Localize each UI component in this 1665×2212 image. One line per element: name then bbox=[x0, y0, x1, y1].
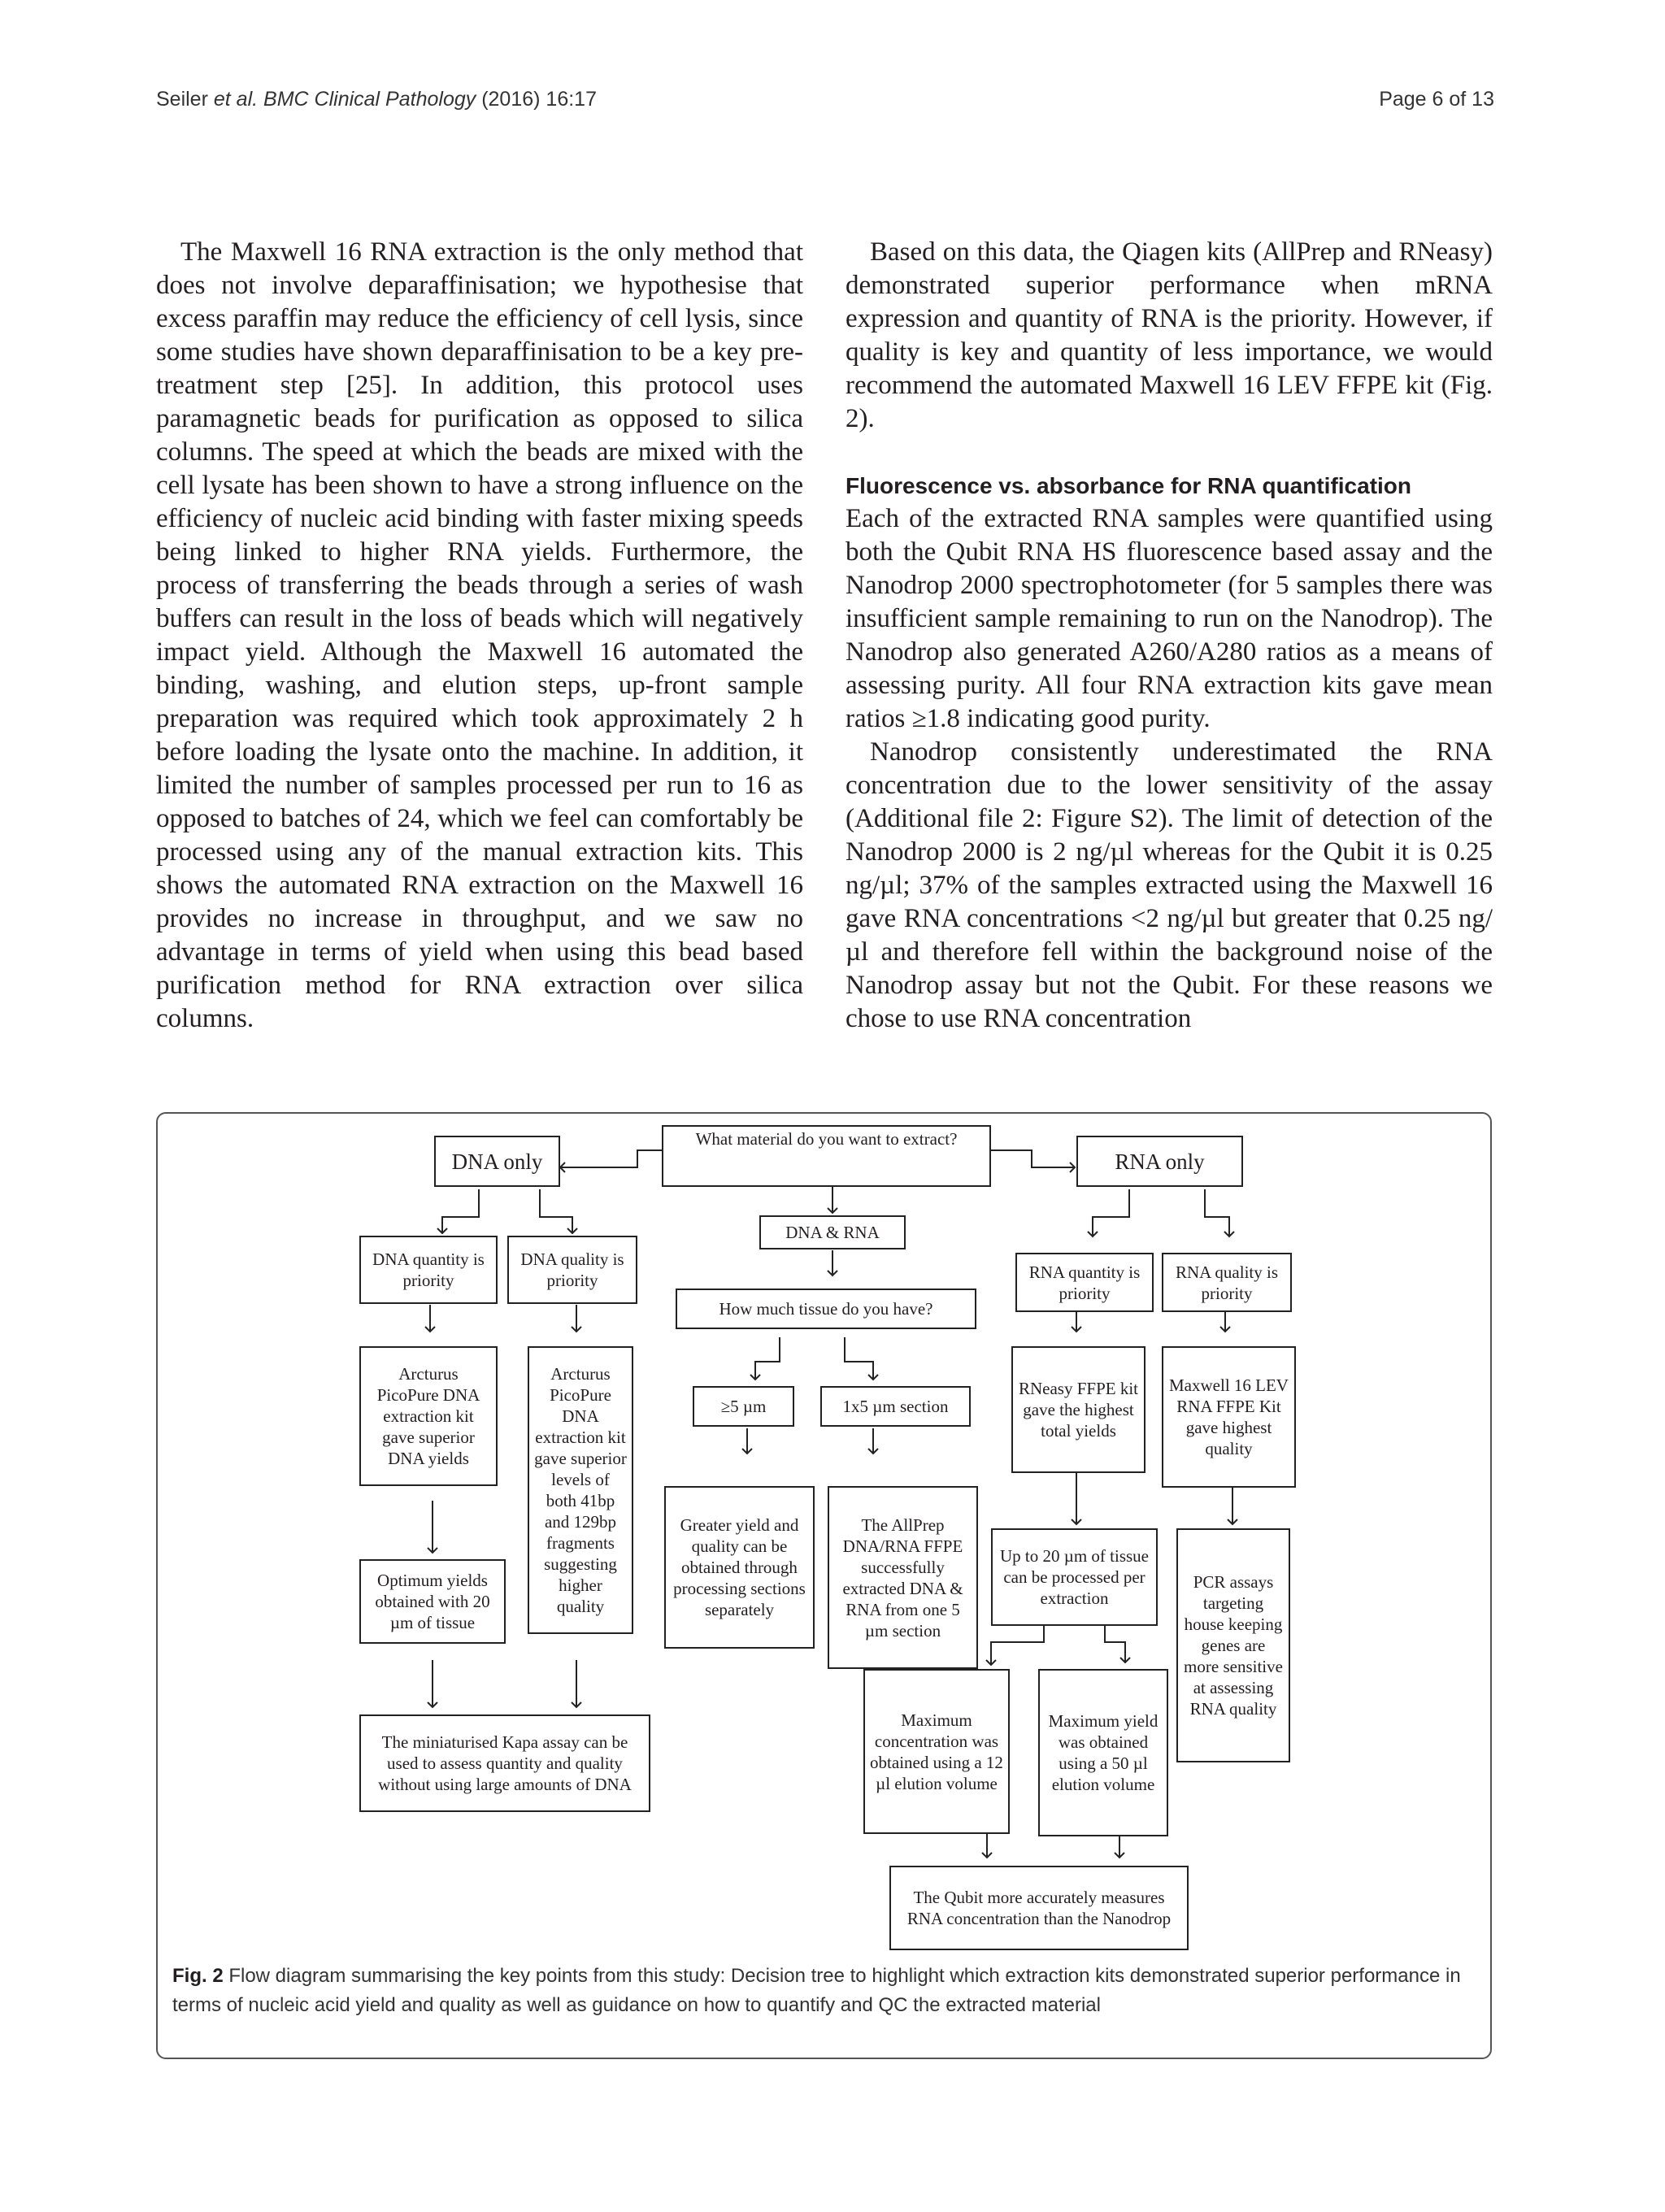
right-column bbox=[846, 236, 1493, 1036]
box-rna-quality: RNA quality is priority bbox=[1162, 1253, 1292, 1312]
box-greater-yield: Greater yield and quality can be obtained through processing sections separately bbox=[664, 1486, 815, 1649]
box-ge5um: ≥5 µm bbox=[693, 1386, 794, 1427]
box-allprep: The AllPrep DNA/RNA FFPE successfully extracted DNA & RNA from one 5 µm section bbox=[828, 1486, 978, 1669]
box-question: What material do you want to extract? bbox=[662, 1125, 991, 1187]
box-max-yield: Maximum yield was obtained using a 50 µl elution volume bbox=[1038, 1669, 1168, 1836]
right-paragraph-3: Nanodrop consistently underestimated the RNA concentration due to the lower sensitivity of the assay (Additional file 2: Figure S2). The limit of detection of the Nanodrop 2000 is 2 ng/µl whereas for the Qubit it is 0.25 ng/µl; 37% of the samples extracted using the Maxwell 16 gave RNA concentrations <2 ng/µl but greater that 0.25 ng/µl and therefore fell within the background noise of the Nanodrop assay but not the Qubit. For these reasons we chose to use RNA concentration bbox=[846, 737, 1493, 1033]
left-column bbox=[156, 236, 803, 1036]
box-arcturus-quality: Arcturus PicoPure DNA extraction kit gave superior levels of both 41bp and 129bp fragments suggesting higher quality bbox=[528, 1346, 633, 1634]
section-heading: Fluorescence vs. absorbance for RNA quantification bbox=[846, 473, 1412, 498]
box-maxwell: Maxwell 16 LEV RNA FFPE Kit gave highest quality bbox=[1162, 1346, 1296, 1488]
box-rna-quantity: RNA quantity is priority bbox=[1015, 1253, 1154, 1312]
box-1x5um: 1x5 µm section bbox=[820, 1386, 971, 1427]
box-rna-only: RNA only bbox=[1076, 1136, 1243, 1187]
box-arcturus-quantity: Arcturus PicoPure DNA extraction kit gave superior DNA yields bbox=[359, 1346, 498, 1486]
box-dna-quality: DNA quality is priority bbox=[507, 1236, 637, 1304]
box-optimum-yields: Optimum yields obtained with 20 µm of tissue bbox=[359, 1559, 506, 1644]
box-rneasy: RNeasy FFPE kit gave the highest total yields bbox=[1011, 1346, 1146, 1473]
running-header-citation bbox=[156, 88, 597, 111]
box-dna-rna: DNA & RNA bbox=[759, 1215, 906, 1249]
box-kapa-assay: The miniaturised Kapa assay can be used to assess quantity and quality without using large amounts of DNA bbox=[359, 1714, 650, 1812]
box-pcr-assays: PCR assays targeting house keeping genes are more sensitive at assessing RNA quality bbox=[1176, 1528, 1290, 1762]
header-year-volume: (2016) 16:17 bbox=[481, 88, 597, 111]
caption-text: Flow diagram summarising the key points from this study: Decision tree to highlight which extraction kits demonstrated superior performance in terms of nucleic acid yield and quality as well as guidance on how to quantify and QC the extracted material bbox=[172, 1965, 1461, 2016]
header-journal: BMC Clinical Pathology bbox=[263, 88, 476, 111]
box-max-concentration: Maximum concentration was obtained using a 12 µl elution volume bbox=[863, 1669, 1010, 1834]
figure-2 bbox=[156, 1112, 1492, 2059]
box-dna-quantity: DNA quantity is priority bbox=[359, 1236, 498, 1304]
header-authors: Seiler bbox=[156, 88, 208, 111]
left-paragraph: The Maxwell 16 RNA extraction is the only method that does not involve deparaffinisation; we hypothesise that excess paraffin may reduce the efficiency of cell lysis, since some studies have shown deparaffinisation to be a key pre-treatment step [25]. In addition, this protocol uses paramagnetic beads for purification as opposed to silica columns. The speed at which the beads are mixed with the cell lysate has been shown to have a strong influence on the efficiency of nucleic acid binding with faster mixing speeds being linked to higher RNA yields. Furthermore, the process of transferring the beads through a series of wash buffers can result in the loss of beads which will negatively impact yield. Although the Maxwell 16 automated the binding, washing, and elution steps, up-front sample preparation was required which took approximately 2 h before loading the lysate onto the machine. In addition, it limited the number of samples processed per run to 16 as opposed to batches of 24, which we feel can comfortably be processed using any of the manual extraction kits. This shows the automated RNA extraction on the Maxwell 16 provides no increase in throughput, and we saw no advantage in terms of yield when using this bead based purification method for RNA extraction over silica columns. bbox=[156, 237, 803, 1033]
box-up-to-20um: Up to 20 µm of tissue can be processed per extraction bbox=[991, 1528, 1158, 1626]
header-etal: et al. bbox=[213, 88, 259, 111]
box-qubit: The Qubit more accurately measures RNA concentration than the Nanodrop bbox=[889, 1866, 1189, 1950]
box-how-much: How much tissue do you have? bbox=[676, 1289, 976, 1329]
box-dna-only: DNA only bbox=[434, 1136, 560, 1187]
caption-label: Fig. 2 bbox=[172, 1965, 224, 1987]
right-paragraph-2: Each of the extracted RNA samples were quantified using both the Qubit RNA HS fluorescence based assay and the Nanodrop 2000 spectrophotometer (for 5 samples there was insufficient sample remaining to run on the Nanodrop). The Nanodrop also generated A260/A280 ratios as a means of assessing purity. All four RNA extraction kits gave mean ratios ≥1.8 indicating good purity. bbox=[846, 504, 1493, 733]
right-paragraph-1: Based on this data, the Qiagen kits (AllPrep and RNeasy) demonstrated superior performance when mRNA expression and quantity of RNA is the priority. However, if quality is key and quantity of less importance, we would recommend the automated Maxwell 16 LEV FFPE kit (Fig. 2). bbox=[846, 237, 1493, 433]
figure-caption bbox=[172, 1962, 1473, 2020]
page-number: Page 6 of 13 bbox=[1379, 88, 1494, 111]
